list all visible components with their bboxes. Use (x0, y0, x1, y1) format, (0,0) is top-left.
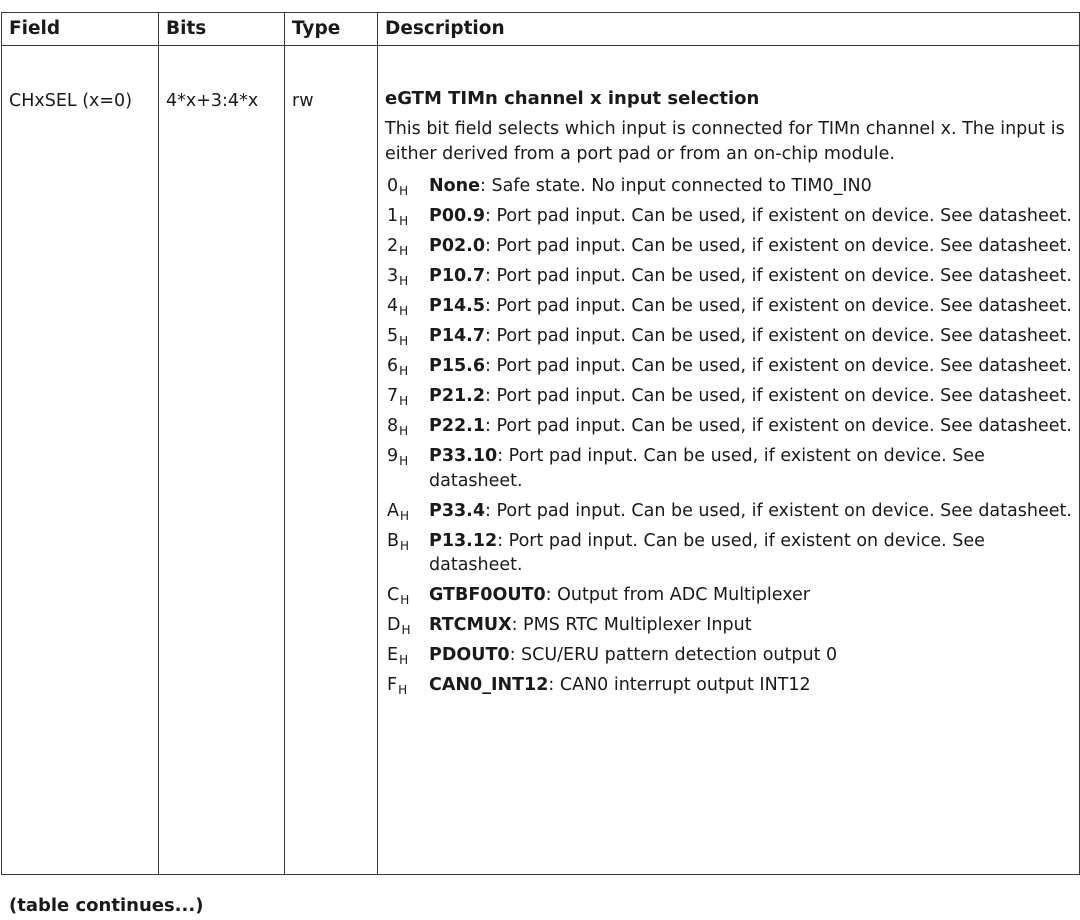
enum-description (429, 234, 1072, 259)
enum-code-value: C (387, 585, 400, 605)
enum-code (385, 613, 429, 643)
enum-code-value: 0 (387, 176, 399, 196)
enum-description (429, 294, 1072, 319)
list-item (385, 324, 1072, 354)
enum-code-subscript: H (399, 424, 409, 438)
description-title: eGTM TIMn channel x input selection (385, 88, 760, 109)
enum-code-subscript: H (399, 508, 410, 523)
list-item (385, 643, 1072, 673)
enum-code-subscript: H (398, 683, 408, 697)
enum-name: GTBF0OUT0 (429, 585, 546, 605)
enum-code-value: 1 (387, 206, 399, 226)
enum-name: RTCMUX (429, 615, 512, 635)
enum-code-subscript: H (401, 623, 411, 637)
enum-code-value: 3 (387, 266, 399, 286)
enum-code (385, 204, 429, 234)
enum-name: P13.12 (429, 530, 498, 551)
field-cell: CHxSEL (x=0) (2, 46, 159, 875)
enum-text: : PMS RTC Multiplexer Input (511, 615, 752, 635)
table-continues-note: (table continues...) (9, 895, 204, 916)
enum-code (385, 499, 429, 529)
enum-description (429, 673, 1072, 698)
enum-description (429, 529, 1072, 578)
header-type: Type (285, 13, 378, 46)
table-row (2, 46, 1080, 875)
enum-code-subscript: H (399, 184, 409, 198)
enum-text: : SCU/ERU pattern detection output 0 (509, 645, 838, 665)
enum-code-subscript: H (400, 593, 410, 607)
enum-code-subscript: H (399, 364, 409, 378)
enum-text: : Port pad input. Can be used, if existent on device. See datasheet. (485, 266, 1072, 286)
enum-code (385, 529, 429, 584)
enum-code-subscript: H (399, 394, 409, 408)
list-item (385, 444, 1072, 499)
enum-text: : CAN0 interrupt output INT12 (548, 675, 811, 695)
enum-code-value: F (387, 675, 398, 695)
enum-name: P15.6 (429, 356, 486, 376)
enum-code (385, 414, 429, 444)
list-item (385, 294, 1072, 324)
bits-cell: 4*x+3:4*x (159, 46, 285, 875)
enum-text: : Port pad input. Can be used, if existent on device. See datasheet. (429, 530, 985, 575)
enum-code-value: 4 (387, 296, 399, 316)
header-field: Field (2, 13, 159, 46)
list-item (385, 673, 1072, 703)
enum-code (385, 264, 429, 294)
enum-name: P33.10 (429, 446, 498, 466)
enum-description (429, 613, 1072, 638)
enum-code-value: B (387, 530, 400, 551)
enum-description (429, 324, 1072, 349)
list-item (385, 613, 1072, 643)
enum-code-value: 7 (387, 386, 399, 406)
enum-name: P14.7 (429, 326, 486, 346)
list-item (385, 414, 1072, 444)
enum-code-value: 8 (387, 416, 399, 436)
enum-code-value: 9 (387, 446, 399, 466)
type-cell: rw (285, 46, 378, 875)
list-item (385, 529, 1072, 584)
list-item (385, 234, 1072, 264)
list-item (385, 384, 1072, 414)
enum-text: : Port pad input. Can be used, if existent on device. See datasheet. (485, 236, 1072, 256)
enum-code-subscript: H (399, 214, 409, 228)
list-item (385, 174, 1072, 204)
enum-description (429, 204, 1072, 229)
enum-code (385, 673, 429, 703)
enum-code (385, 324, 429, 354)
enum-code (385, 354, 429, 384)
enum-name: P22.1 (429, 416, 486, 436)
enum-name: CAN0_INT12 (429, 675, 549, 695)
list-item (385, 204, 1072, 234)
enum-description (429, 174, 1072, 199)
enum-description (429, 643, 1072, 668)
enum-description (429, 384, 1072, 409)
enum-code-subscript: H (399, 304, 409, 318)
enum-code (385, 234, 429, 264)
register-table (1, 12, 1080, 875)
header-row (2, 13, 1080, 46)
enum-code-value: 5 (387, 326, 399, 346)
list-item (385, 583, 1072, 613)
enum-name: P10.7 (429, 266, 486, 286)
enum-code-value: E (387, 645, 399, 665)
enum-text: : Port pad input. Can be used, if existent on device. See datasheet. (485, 416, 1072, 436)
enum-name: P21.2 (429, 386, 486, 406)
enum-text: : Output from ADC Multiplexer (545, 585, 810, 605)
enum-code (385, 583, 429, 613)
enum-text: : Port pad input. Can be used, if existent on device. See datasheet. (485, 206, 1072, 226)
enum-text: : Safe state. No input connected to TIM0_IN0 (480, 176, 872, 196)
enum-description (429, 444, 1072, 493)
enum-name: P33.4 (429, 500, 486, 521)
list-item (385, 264, 1072, 294)
enum-code-subscript: H (399, 274, 409, 288)
enum-code-subscript: H (399, 334, 409, 348)
description-text: This bit field selects which input is connected for TIMn channel x. The input is either derived from a port pad or from an on-chip module. (385, 119, 1065, 164)
enum-text: : Port pad input. Can be used, if existent on device. See datasheet. (485, 326, 1072, 346)
enum-description (429, 354, 1072, 379)
header-description: Description (378, 13, 1080, 46)
description-cell (378, 46, 1080, 875)
enum-code (385, 444, 429, 499)
list-item (385, 354, 1072, 384)
enum-code-value: 6 (387, 356, 399, 376)
enum-text: : Port pad input. Can be used, if existent on device. See datasheet. (485, 296, 1072, 316)
enum-code-subscript: H (399, 454, 409, 468)
enum-code-subscript: H (399, 244, 409, 258)
enum-name: P02.0 (429, 236, 486, 256)
enum-code-value: A (387, 500, 399, 521)
list-item (385, 499, 1072, 529)
enum-code-value: D (387, 615, 401, 635)
enum-text: : Port pad input. Can be used, if existent on device. See datasheet. (485, 386, 1072, 406)
enum-code (385, 643, 429, 673)
enum-text: : Port pad input. Can be used, if existent on device. See datasheet. (485, 500, 1072, 521)
enum-code-value: 2 (387, 236, 399, 256)
enum-code (385, 384, 429, 414)
enum-description (429, 583, 1072, 608)
enum-code (385, 174, 429, 204)
enum-name: PDOUT0 (429, 645, 510, 665)
enum-text: : Port pad input. Can be used, if existent on device. See datasheet. (429, 446, 985, 491)
enum-code-subscript: H (400, 538, 410, 553)
enum-code (385, 294, 429, 324)
header-bits: Bits (159, 13, 285, 46)
enum-code-subscript: H (399, 653, 409, 667)
enum-description (429, 499, 1072, 524)
enum-list (385, 174, 1072, 703)
enum-text: : Port pad input. Can be used, if existent on device. See datasheet. (485, 356, 1072, 376)
enum-name: P00.9 (429, 206, 486, 226)
enum-name: None (429, 176, 480, 196)
enum-description (429, 264, 1072, 289)
enum-name: P14.5 (429, 296, 486, 316)
enum-description (429, 414, 1072, 439)
